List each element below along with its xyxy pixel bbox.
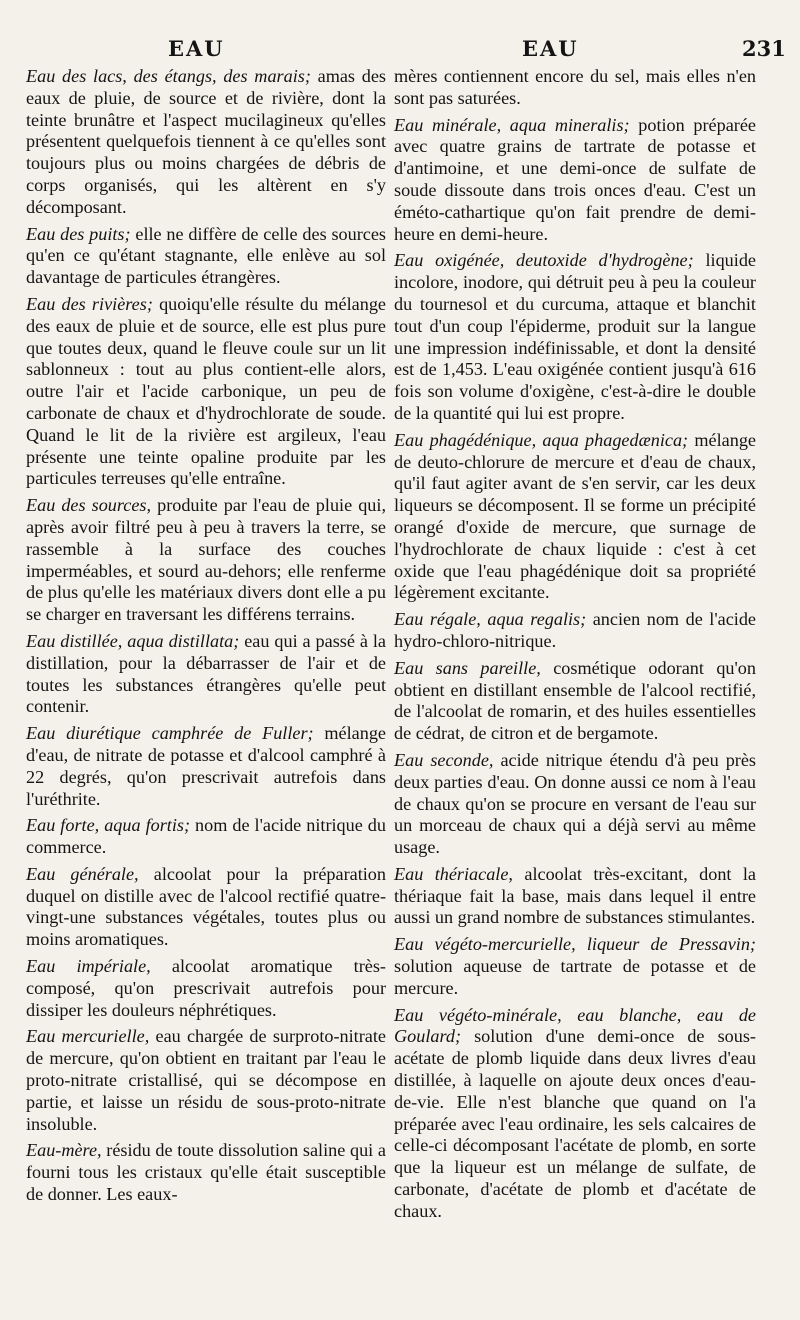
entry xyxy=(26,631,386,718)
entry-term: Eau impériale, xyxy=(26,956,151,977)
entry-term: Eau des puits; xyxy=(26,223,131,244)
entry-term: Eau distillée, aqua distillata; xyxy=(26,630,240,651)
entry-term: Eau seconde, xyxy=(394,749,494,770)
entry-definition: eau qui a passé à la distillation, pour la débarrasser de l'air et de toutes les substances étrangères qu'elle peut contenir. xyxy=(26,630,386,717)
left-running-title: EAU xyxy=(168,36,225,61)
entry xyxy=(394,250,756,424)
entry-term: Eau générale, xyxy=(26,863,139,884)
entry xyxy=(394,1005,756,1223)
entry xyxy=(26,294,386,490)
entry-term: Eau végéto-mercurielle, liqueur de Pressavin; xyxy=(394,934,756,955)
entry-term: Eau des lacs, des étangs, des marais; xyxy=(26,66,311,86)
entry xyxy=(26,864,386,951)
entry-definition: solution aqueuse de tartrate de potasse et de mercure. xyxy=(394,956,756,998)
entry-term: Eau mercurielle, xyxy=(26,1026,150,1047)
entry-definition: acide nitrique étendu d'à peu près deux parties d'eau. On donne aussi ce nom à l'eau de chaux qu'on se procure en versant de l'eau sur un morceau de chaux qui a déjà servi au même usage. xyxy=(394,749,757,858)
entry-definition: mélange de deuto-chlorure de mercure et d'eau de chaux, qu'il faut agiter avant de s'en servir, car les deux liqueurs se décomposent. Il se forme un précipité orangé d'oxide de mercure, que surnage de l'hydrochlorate de chaux liquide : c'est à cet oxide que l'eau phagédénique doit sa propriété légèrement excitante. xyxy=(394,429,756,603)
entry-definition: cosmétique odorant qu'on obtient en distillant ensemble de l'alcool rectifié, de l'alcoolat de romarin, et des huiles essentielles de cédrat, de citron et de bergamote. xyxy=(394,657,756,744)
entry xyxy=(394,934,756,999)
entry-definition: alcoolat pour la préparation duquel on distille avec de l'alcool rectifié quatre-vingt-une substances végétales, toutes plus ou moins aromatiques. xyxy=(26,863,386,950)
entry-definition: amas des eaux de pluie, de source et de rivière, dont la teinte brunâtre et l'aspect mucilagineux qu'elles présentent quelquefois tiennent à ce qu'elles sont toujours plus ou moins chargées de débris de corps organisés, qui les altèrent en s'y décomposant. xyxy=(26,66,386,217)
entry xyxy=(26,66,386,219)
entry xyxy=(394,430,756,604)
entry xyxy=(394,115,756,246)
entry-definition: alcoolat aromatique très-composé, qu'on prescrivait autrefois pour dissiper les douleurs néphrétiques. xyxy=(26,956,386,1020)
entry-definition: produite par l'eau de pluie qui, après avoir filtré peu à peu à travers la terre, se rassemble à la surface des couches imperméables, et sourd au-dehors; elle renferme de plus qu'elle les matériaux divers dont elle a pu se charger en traversant les différens terrains. xyxy=(26,495,386,625)
entry xyxy=(26,1026,386,1135)
entry-term: Eau forte, aqua fortis; xyxy=(26,815,191,836)
entry-definition: résidu de toute dissolution saline qui a fourni tous les cristaux qu'elle était susceptible de donner. Les eaux- xyxy=(26,1140,386,1205)
entry-term: Eau végéto-minérale, eau blanche, eau de Goulard; xyxy=(394,1004,756,1047)
entry-definition: nom de l'acide nitrique du commerce. xyxy=(26,815,386,858)
entry xyxy=(394,750,756,859)
entry-term: Eau sans pareille, xyxy=(394,657,541,678)
right-column xyxy=(394,66,756,1223)
entry-definition: alcoolat très-excitant, dont la thériaque fait la base, mais dans lequel il entre aussi un grand nombre de substances stimulantes. xyxy=(394,863,756,928)
entry-term: Eau régale, aqua regalis; xyxy=(394,609,587,630)
left-column xyxy=(26,66,386,1206)
entry xyxy=(26,956,386,1021)
entry xyxy=(26,815,386,859)
page-number: 231 xyxy=(742,36,786,61)
entry-definition: potion préparée avec quatre grains de tartrate de potasse et d'antimoine, et une demi-once de sulfate de soude dissoute dans trois onces d'eau. C'est un éméto-cathartique qu'on fait prendre de demi-heure en demi-heure. xyxy=(394,114,756,244)
entry-term: Eau des rivières; xyxy=(26,293,153,314)
entry-definition: mères contiennent encore du sel, mais elles n'en sont pas saturées. xyxy=(394,66,756,108)
entry-definition: liquide incolore, inodore, qui détruit peu à peu la couleur du tournesol et du curcuma, attaque et blanchit tout d'un coup l'épiderme, produit sur la langue une impression indéfinissable, et dont la densité est de 1,453. L'eau oxigénée contient jusqu'à 616 fois son volume d'oxigène, c'est-à-dire le double de la quantité qui lui est propre. xyxy=(394,250,756,423)
entry xyxy=(394,864,756,929)
entry-definition: solution d'une demi-once de sous-acétate de plomb liquide dans deux livres d'eau distillée, à laquelle on ajoute deux onces d'eau-de-vie. Elle n'est blanche que quand on l'a préparée avec l'eau ordinaire, les sels calcaires de celle-ci décomposant l'acétate de plomb, en sorte que la liqueur est un mélange de sulfate, de carbonate, d'acétate de plomb et d'acétate de chaux. xyxy=(394,1026,756,1221)
entry xyxy=(26,1140,386,1205)
entry-definition: ancien nom de l'acide hydro-chloro-nitrique. xyxy=(394,609,756,651)
entry-term: Eau des sources, xyxy=(26,495,152,516)
entry-term: Eau minérale, aqua mineralis; xyxy=(394,114,630,135)
entry-term: Eau-mère, xyxy=(26,1140,102,1161)
entry-continuation xyxy=(394,66,756,110)
entry xyxy=(394,658,756,745)
entry-term: Eau diurétique camphrée de Fuller; xyxy=(26,723,314,744)
entry-definition: mélange d'eau, de nitrate de potasse et d'alcool camphré à 22 degrés, qu'on prescrivait autrefois dans l'uréthrite. xyxy=(26,723,387,809)
right-running-title: EAU xyxy=(522,36,579,61)
entry-definition: quoiqu'elle résulte du mélange des eaux de pluie et de source, elle est plus pure que toutes deux, quand le fleuve coule sur un lit sablonneux : tout au plus contient-elle alors, outre l'air et l'acide carbonique, un peu de carbonate de chaux et d'hydrochlorate de soude. Quand le lit de la rivière est argileux, l'eau présente une teinte opaline produite par les particules terreuses qu'elle entraîne. xyxy=(26,293,387,489)
entry xyxy=(26,224,386,289)
entry-term: Eau thériacale, xyxy=(394,863,513,884)
entry-definition: elle ne diffère de celle des sources qu'en ce qu'étant stagnante, elle enlève au sol davantage de particules étrangères. xyxy=(26,223,386,288)
entry xyxy=(26,495,386,626)
entry-term: Eau oxigénée, deutoxide d'hydrogène; xyxy=(394,250,694,271)
entry-term: Eau phagédénique, aqua phagedænica; xyxy=(394,429,689,450)
running-header xyxy=(0,36,800,66)
entry xyxy=(394,609,756,653)
entry xyxy=(26,723,386,810)
entry-definition: eau chargée de surproto-nitrate de mercure, qu'on obtient en traitant par l'eau le proto-nitrate cristallisé, qui se décompose en partie, et laisse un résidu de sous-proto-nitrate insoluble. xyxy=(26,1026,386,1134)
